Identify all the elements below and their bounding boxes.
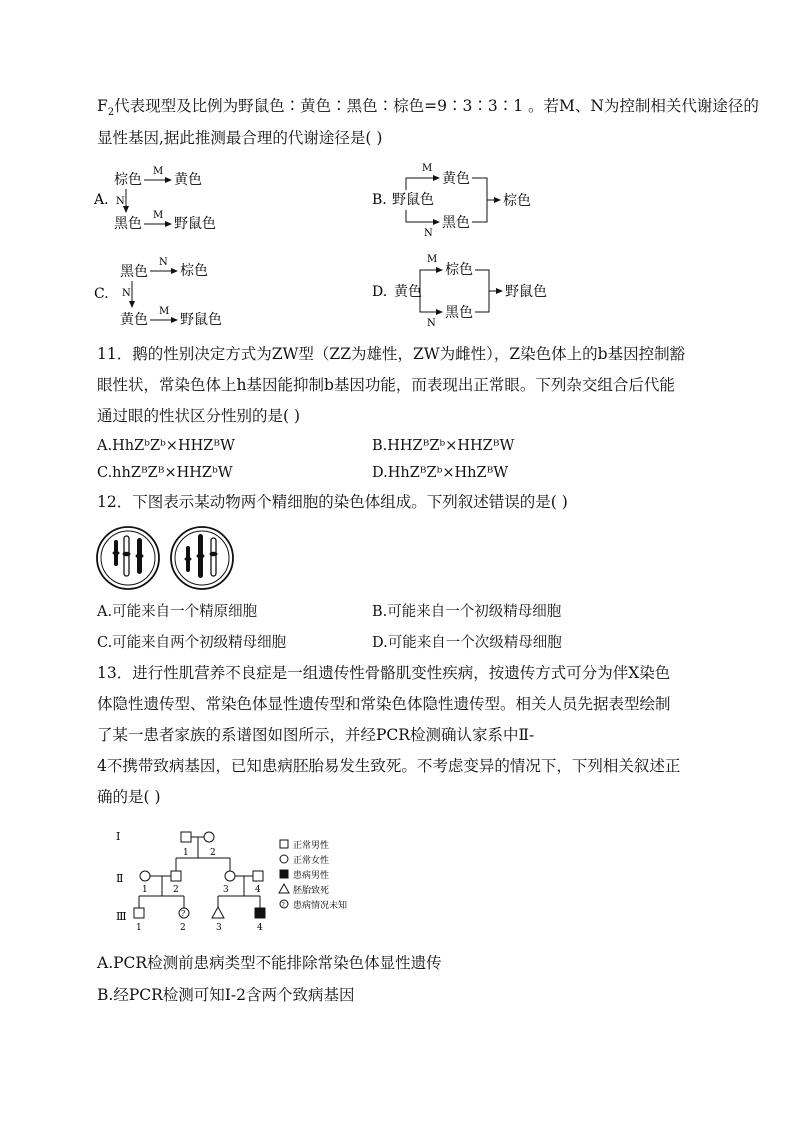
q12-sperm-cells-figure	[94, 524, 240, 592]
q12-option-c: C.可能来自两个初级精母细胞	[97, 635, 287, 651]
svg-text:黑色: 黑色	[120, 264, 148, 280]
svg-text:Ⅲ: Ⅲ	[116, 910, 127, 923]
svg-text:黑色: 黑色	[445, 305, 473, 321]
svg-text:1: 1	[136, 923, 142, 933]
svg-text:黑色: 黑色	[442, 215, 470, 231]
q13-stem-2: 体隐性遗传型、常染色体显性遗传型和常染色体隐性遗传型。相关人员先据表型绘制	[97, 695, 671, 713]
svg-text:正常女性: 正常女性	[293, 856, 330, 866]
q13-stem-3: 了某一患者家族的系谱图如图所示，并经PCR检测确认家系中Ⅱ-	[97, 726, 535, 744]
q13-option-a: A.PCR检测前患病类型不能排除常染色体显性遗传	[97, 954, 442, 972]
svg-text:Ⅰ: Ⅰ	[116, 830, 121, 843]
q11-option-d: D.HhZᴮZᵇ×HhZᴮW	[372, 465, 509, 481]
q11-option-c: C.hhZᴮZᴮ×HHZᵇW	[97, 465, 233, 481]
svg-text:2: 2	[210, 848, 216, 858]
svg-text:野鼠色: 野鼠色	[505, 284, 547, 300]
svg-text:患病情况未知: 患病情况未知	[293, 901, 348, 911]
svg-text:棕色: 棕色	[114, 172, 142, 188]
svg-text:B.: B.	[372, 192, 387, 208]
q11-option-b: B.HHZᴮZᵇ×HHZᴮW	[372, 438, 515, 454]
svg-text:正常男性: 正常男性	[293, 841, 330, 851]
q11-option-a: A.HhZᵇZᵇ×HHZᴮW	[97, 438, 235, 454]
intro-line-2: 显性基因,据此推测最合理的代谢途径是( )	[97, 129, 383, 147]
svg-text:N: N	[122, 288, 131, 299]
q10-option-d-diagram	[372, 250, 572, 330]
svg-text:4: 4	[255, 885, 261, 895]
q13-stem-4: 4不携带致病基因，已知患病胚胎易发生致死。不考虑变异的情况下，下列相关叙述正	[97, 757, 681, 775]
svg-text:患病男性: 患病男性	[293, 871, 330, 881]
q12-option-b: B.可能来自一个初级精母细胞	[372, 604, 562, 620]
svg-text:胚胎致死: 胚胎致死	[293, 886, 330, 896]
q13-option-b: B.经PCR检测可知Ⅰ-2含两个致病基因	[97, 986, 355, 1004]
q13-stem-1: 13．进行性肌营养不良症是一组遗传性骨骼肌变性疾病，按遗传方式可分为伴X染色	[97, 664, 671, 682]
svg-text:M: M	[159, 306, 170, 317]
svg-text:黄色: 黄色	[442, 171, 470, 187]
svg-text:C.: C.	[94, 286, 109, 302]
svg-text:M: M	[422, 163, 433, 174]
svg-text:黄色: 黄色	[394, 284, 422, 300]
svg-text:黄色: 黄色	[120, 312, 148, 328]
svg-text:N: N	[427, 318, 436, 329]
svg-text:野鼠色: 野鼠色	[174, 216, 216, 232]
svg-text:M: M	[153, 166, 164, 177]
q10-option-c-diagram	[94, 254, 294, 332]
svg-text:黄色: 黄色	[174, 172, 202, 188]
svg-text:N: N	[159, 257, 168, 268]
svg-text:1: 1	[142, 885, 148, 895]
svg-text:?: ?	[181, 909, 186, 918]
q10-option-b-diagram	[372, 160, 562, 238]
svg-text:Ⅱ: Ⅱ	[116, 872, 124, 885]
svg-text:4: 4	[257, 923, 263, 933]
svg-text:1: 1	[183, 848, 189, 858]
svg-text:3: 3	[216, 923, 222, 933]
svg-text:N: N	[116, 196, 125, 207]
intro-line-1: $F_2$代表现型及比例为野鼠色∶黄色∶黑色∶棕色=9∶3∶3∶1 。若M、N为控制相关代谢途径的	[97, 97, 759, 119]
svg-text:棕色: 棕色	[445, 262, 473, 278]
svg-text:黑色: 黑色	[114, 216, 142, 232]
svg-text:2: 2	[173, 885, 179, 895]
svg-text:D.: D.	[372, 284, 388, 300]
svg-text:M: M	[153, 210, 164, 221]
svg-text:野鼠色: 野鼠色	[392, 192, 434, 208]
svg-text:A.: A.	[94, 192, 109, 208]
svg-text:棕色: 棕色	[503, 193, 531, 209]
q11-stem-3: 通过眼的性状区分性别的是( )	[97, 407, 301, 425]
svg-text:N: N	[424, 228, 433, 238]
svg-text:3: 3	[223, 885, 229, 895]
q12-stem: 12．下图表示某动物两个精细胞的染色体组成。下列叙述错误的是( )	[97, 493, 568, 511]
q13-stem-5: 确的是( )	[97, 788, 161, 806]
svg-text:野鼠色: 野鼠色	[180, 312, 222, 328]
q11-stem-1: 11．鹅的性别决定方式为ZW型（ZZ为雄性，ZW为雌性），Z染色体上的b基因控制豁	[97, 345, 686, 363]
q12-option-d: D.可能来自一个次级精母细胞	[372, 635, 562, 651]
q11-stem-2: 眼性状，常染色体上h基因能抑制b基因功能，而表现出正常眼。下列杂交组合后代能	[97, 376, 675, 394]
q12-option-a: A.可能来自一个精原细胞	[97, 604, 258, 620]
svg-text:棕色: 棕色	[180, 263, 208, 279]
svg-text:2: 2	[180, 923, 186, 933]
svg-text:?: ?	[281, 902, 285, 909]
q10-option-a-diagram	[94, 160, 294, 236]
q13-pedigree-chart	[110, 826, 370, 936]
svg-text:M: M	[427, 254, 438, 265]
